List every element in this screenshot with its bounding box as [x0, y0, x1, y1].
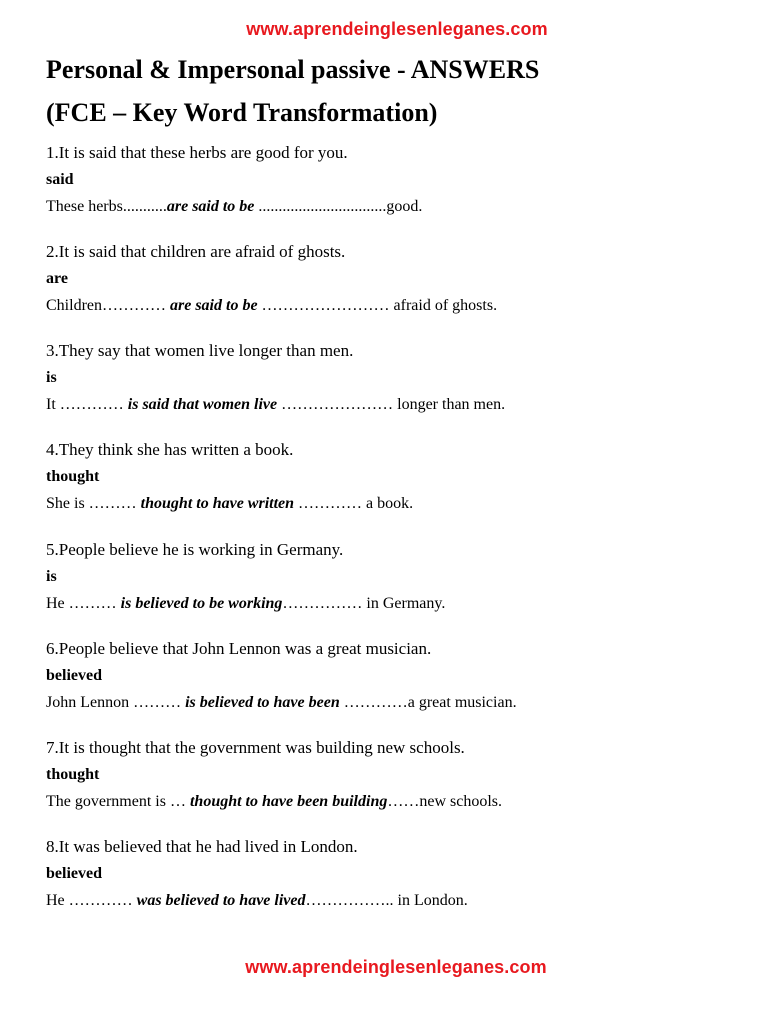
- header-url[interactable]: www.aprendeinglesenleganes.com: [246, 19, 548, 39]
- answer-line: [46, 595, 445, 613]
- key-word: is: [46, 369, 57, 386]
- answer-before: The government is …: [46, 793, 190, 810]
- page-subtitle: (FCE – Key Word Transformation): [46, 98, 438, 127]
- answer-before: These herbs...........: [46, 198, 167, 215]
- key-word: thought: [46, 766, 100, 783]
- footer-url[interactable]: www.aprendeinglesenleganes.com: [245, 957, 547, 977]
- exercise-prompt: 3.They say that women live longer than men.: [46, 341, 354, 360]
- answer-line: [46, 198, 422, 216]
- exercise-prompt: 7.It is thought that the government was building new schools.: [46, 738, 465, 757]
- key-word: thought: [46, 468, 100, 485]
- answer-line: [46, 396, 505, 414]
- exercise-prompt: 2.It is said that children are afraid of ghosts.: [46, 242, 346, 261]
- key-word: believed: [46, 667, 102, 684]
- exercise-prompt: 5.People believe he is working in Germany.: [46, 540, 344, 559]
- answer-line: [46, 495, 413, 513]
- key-word: said: [46, 171, 74, 188]
- answer-line: [46, 793, 502, 811]
- answer-text: is believed to have been: [185, 694, 340, 711]
- answer-after: ................................good.: [254, 198, 423, 215]
- answer-before: It …………: [46, 396, 128, 413]
- answer-after: …………a great musician.: [339, 694, 517, 711]
- answer-text: are said to be: [166, 198, 255, 215]
- exercise-prompt: 4.They think she has written a book.: [46, 440, 294, 459]
- answer-before: He …………: [46, 892, 137, 909]
- answer-before: Children…………: [46, 297, 170, 314]
- answer-line: [46, 892, 468, 910]
- answer-text: thought to have written: [140, 495, 295, 512]
- key-word: are: [46, 270, 68, 287]
- exercise-prompt: 8.It was believed that he had lived in London.: [46, 837, 358, 856]
- answer-after: …………… in Germany.: [282, 595, 446, 612]
- exercise-prompt: 1.It is said that these herbs are good for you.: [46, 143, 348, 162]
- answer-text: was believed to have lived: [136, 892, 306, 909]
- answer-text: are said to be: [170, 297, 258, 314]
- key-word: is: [46, 568, 57, 585]
- answer-before: John Lennon ………: [46, 694, 186, 711]
- answer-line: [46, 297, 497, 315]
- answer-before: She is ………: [46, 495, 141, 512]
- key-word: believed: [46, 865, 102, 882]
- answer-after: …………….. in London.: [305, 892, 468, 909]
- answer-text: is said that women live: [127, 396, 278, 413]
- answer-after: ……new schools.: [387, 793, 502, 810]
- answer-line: [46, 694, 517, 712]
- answer-before: He ………: [46, 595, 121, 612]
- answer-after: ………………… longer than men.: [277, 396, 506, 413]
- answer-after: …………………… afraid of ghosts.: [257, 297, 498, 314]
- page-title: Personal & Impersonal passive - ANSWERS: [46, 55, 540, 84]
- answer-text: thought to have been building: [189, 793, 388, 810]
- answer-after: ………… a book.: [294, 495, 414, 512]
- exercise-prompt: 6.People believe that John Lennon was a great musician.: [46, 639, 432, 658]
- answer-text: is believed to be working: [120, 595, 283, 612]
